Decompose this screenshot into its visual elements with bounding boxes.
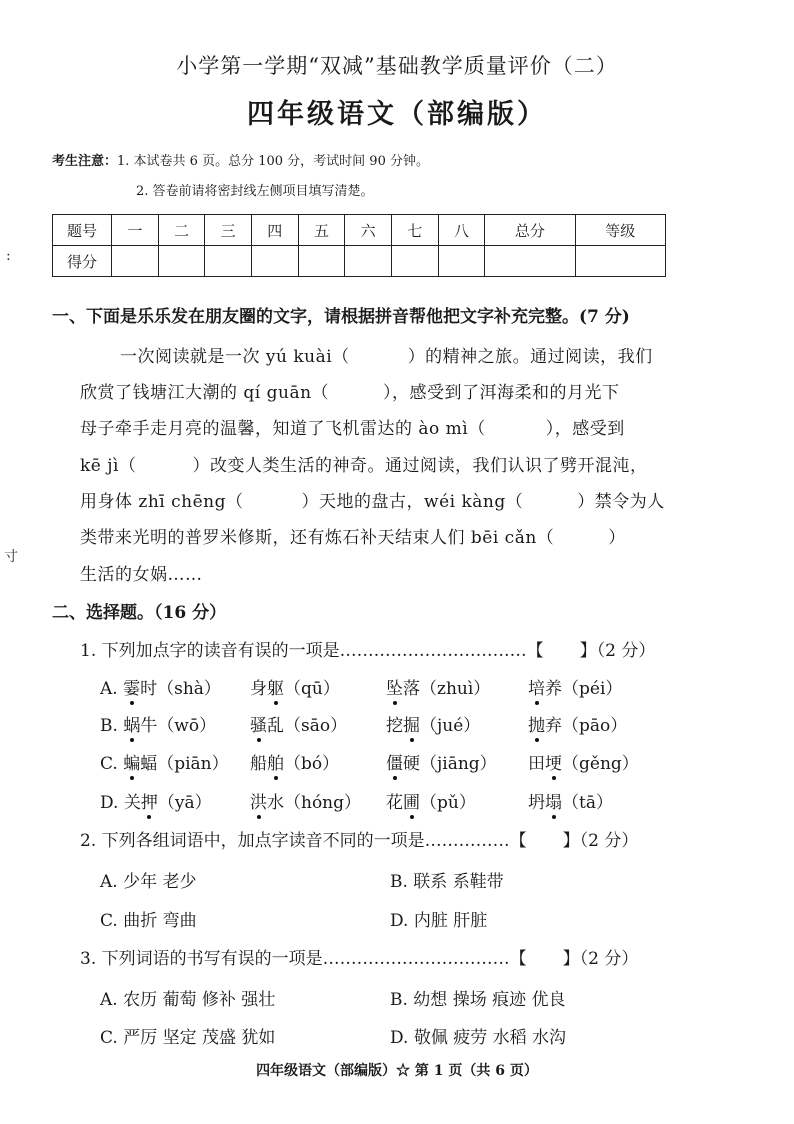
passage-line xyxy=(80,414,625,439)
score-header-cell: 四 xyxy=(251,215,298,246)
section2-heading: 二、选择题。（16 分） xyxy=(52,603,227,623)
option-char: 船 xyxy=(250,754,267,774)
q3-option-c: C. 严厉 坚定 茂盛 犹如 xyxy=(100,1028,276,1048)
score-input-cell[interactable] xyxy=(575,246,665,277)
option-char: 弃 xyxy=(545,716,562,736)
pinyin: （péi） xyxy=(562,679,623,699)
option-word xyxy=(386,788,476,813)
score-table-header-row xyxy=(53,215,666,246)
passage-line xyxy=(80,487,665,512)
score-table xyxy=(52,214,666,277)
pinyin: （bó） xyxy=(284,754,340,774)
pinyin: （wō） xyxy=(157,716,217,736)
score-input-cell[interactable] xyxy=(251,246,298,277)
score-input-cell[interactable] xyxy=(158,246,205,277)
q2-option-c: C. 曲折 弯曲 xyxy=(100,911,197,931)
q3-option-a: A. 农历 葡萄 修补 强壮 xyxy=(100,990,276,1010)
pinyin: （shà） xyxy=(157,679,221,699)
option-char: 乱 xyxy=(267,716,284,736)
option-char: 关 xyxy=(123,793,141,813)
pinyin: （pāo） xyxy=(562,716,628,736)
pinyin: （jué） xyxy=(420,716,481,736)
exam-subtitle: 四年级语文（部编版） xyxy=(247,99,547,130)
q2-option-d: D. 内脏 肝脏 xyxy=(390,911,488,931)
option-word xyxy=(250,788,361,813)
question-points: 】（2 分） xyxy=(562,949,639,969)
q2-option-b: B. 联系 系鞋带 xyxy=(390,872,504,892)
option-letter: D. xyxy=(100,793,124,813)
dotted-char: 坠 xyxy=(386,674,403,699)
option-word xyxy=(250,711,347,736)
option-word xyxy=(386,711,480,736)
option-char: 硬 xyxy=(403,754,420,774)
option-char: 花 xyxy=(386,793,403,813)
dotted-char: 僵 xyxy=(386,749,403,774)
option-letter: A. xyxy=(100,679,124,699)
score-header-cell: 六 xyxy=(345,215,392,246)
dotted-char: 塌 xyxy=(545,788,562,813)
passage-text: ）改变人类生活的神奇。通过阅读，我们认识了劈开混沌， xyxy=(192,456,648,476)
score-header-cell: 七 xyxy=(391,215,438,246)
score-input-cell[interactable] xyxy=(298,246,345,277)
score-input-cell[interactable] xyxy=(438,246,485,277)
option-word xyxy=(528,749,639,774)
passage-text: ）禁令为人 xyxy=(577,492,665,512)
question-points: 】（2 分） xyxy=(562,831,639,851)
dotted-char: 洪 xyxy=(250,788,267,813)
score-header-cell: 一 xyxy=(112,215,159,246)
option-char: 蝠 xyxy=(140,754,158,774)
q2-option-a: A. 少年 老少 xyxy=(100,872,197,892)
option-row-a xyxy=(100,674,221,699)
option-row-b xyxy=(100,711,216,736)
option-char: 坍 xyxy=(528,793,545,813)
passage-text: ），感受到了洱海柔和的月光下 xyxy=(383,383,620,403)
q3-option-d: D. 敬佩 疲劳 水稻 水沟 xyxy=(390,1028,567,1048)
pinyin: （tā） xyxy=(562,793,613,813)
option-word xyxy=(528,711,627,736)
question-text: 3. 下列词语的书写有误的一项是……………………………【 xyxy=(80,949,527,969)
question-2-stem xyxy=(80,826,638,851)
passage-text: ）天地的盘古，wéi kàng（ xyxy=(301,492,524,512)
passage-line: 生活的女娲…… xyxy=(80,565,203,585)
dotted-char: 蜗 xyxy=(123,711,140,736)
pinyin: （hóng） xyxy=(284,793,362,813)
option-char: 水 xyxy=(267,793,284,813)
option-char: 养 xyxy=(545,679,562,699)
score-row-label: 得分 xyxy=(53,246,112,277)
exam-title: 小学第一学期“双减”基础教学质量评价（二） xyxy=(176,54,618,78)
dotted-char: 抛 xyxy=(528,711,545,736)
q3-option-b: B. 幼想 操场 痕迹 优良 xyxy=(390,990,566,1010)
option-word xyxy=(528,788,613,813)
question-text: 2. 下列各组词语中，加点字读音不同的一项是……………【 xyxy=(80,831,527,851)
passage-text: ）的精神之旅。通过阅读，我们 xyxy=(407,347,653,367)
passage-line xyxy=(80,378,620,403)
option-word xyxy=(386,749,497,774)
option-char: 田 xyxy=(528,754,545,774)
passage-text: 类带来光明的普罗米修斯，还有炼石补天结束人们 bēi cǎn（ xyxy=(80,528,555,548)
notice-line-2: 2. 答卷前请将密封线左侧项目填写清楚。 xyxy=(136,184,374,199)
binding-margin-mark: 寸 xyxy=(4,549,18,565)
score-header-cell: 八 xyxy=(438,215,485,246)
score-table-score-row xyxy=(53,246,666,277)
option-char: 落 xyxy=(403,679,420,699)
question-text: 1. 下列加点字的读音有误的一项是……………………………【 xyxy=(80,641,544,661)
option-row-d xyxy=(100,788,212,813)
score-header-cell: 总分 xyxy=(485,215,575,246)
score-header-cell: 题号 xyxy=(53,215,112,246)
pinyin: （yā） xyxy=(157,793,212,813)
option-word xyxy=(528,674,622,699)
score-input-cell[interactable] xyxy=(485,246,575,277)
option-letter: B. xyxy=(100,716,124,736)
score-header-cell: 等级 xyxy=(575,215,665,246)
passage-line xyxy=(80,523,626,548)
score-header-cell: 五 xyxy=(298,215,345,246)
notice-line-1 xyxy=(52,150,429,169)
score-input-cell[interactable] xyxy=(391,246,438,277)
binding-margin-mark: : xyxy=(6,248,11,264)
option-char: 牛 xyxy=(140,716,158,736)
pinyin: （qū） xyxy=(284,679,340,699)
option-char: 时 xyxy=(140,679,158,699)
passage-text: 母子牵手走月亮的温馨，知道了飞机雷达的 ào mì（ xyxy=(80,419,486,439)
option-char: 挖 xyxy=(386,716,403,736)
pinyin: （zhuì） xyxy=(420,679,491,699)
option-word xyxy=(250,749,339,774)
passage-text: kē jì（ xyxy=(80,456,137,476)
notice-text: 1. 本试卷共 6 页。总分 100 分，考试时间 90 分钟。 xyxy=(117,154,429,169)
dotted-char: 押 xyxy=(141,788,158,813)
section1-heading: 一、下面是乐乐发在朋友圈的文字，请根据拼音帮他把文字补充完整。(7 分) xyxy=(52,307,630,327)
dotted-char: 骚 xyxy=(250,711,267,736)
pinyin: （pǔ） xyxy=(420,793,476,813)
dotted-char: 埂 xyxy=(545,749,562,774)
question-1-stem xyxy=(80,636,655,661)
passage-text: ），感受到 xyxy=(545,419,625,439)
option-letter: C. xyxy=(100,754,124,774)
option-char: 身 xyxy=(250,679,267,699)
option-row-c xyxy=(100,749,229,774)
passage-text: 一次阅读就是一次 yú kuài（ xyxy=(120,347,350,367)
passage-text: ） xyxy=(608,528,626,548)
dotted-char: 培 xyxy=(528,674,545,699)
dotted-char: 躯 xyxy=(267,674,284,699)
dotted-char: 舶 xyxy=(267,749,284,774)
score-header-cell: 二 xyxy=(158,215,205,246)
score-header-cell: 三 xyxy=(205,215,252,246)
page-footer: 四年级语文（部编版）☆ 第 1 页（共 6 页） xyxy=(256,1063,538,1079)
notice-label: 考生注意： xyxy=(52,154,118,169)
pinyin: （gěng） xyxy=(562,754,639,774)
option-word xyxy=(386,674,490,699)
score-input-cell[interactable] xyxy=(112,246,159,277)
dotted-char: 圃 xyxy=(403,788,420,813)
option-word xyxy=(250,674,340,699)
passage-line xyxy=(120,342,653,367)
score-input-cell[interactable] xyxy=(345,246,392,277)
passage-line xyxy=(80,451,647,476)
pinyin: （jiāng） xyxy=(420,754,497,774)
passage-text: 用身体 zhī chēng（ xyxy=(80,492,244,512)
score-input-cell[interactable] xyxy=(205,246,252,277)
question-3-stem xyxy=(80,944,638,969)
pinyin: （piān） xyxy=(157,754,229,774)
passage-text: 欣赏了钱塘江大潮的 qí guān（ xyxy=(80,383,330,403)
dotted-char: 蝙 xyxy=(123,749,140,774)
dotted-char: 掘 xyxy=(403,711,420,736)
question-points: 】（2 分） xyxy=(579,641,656,661)
dotted-char: 霎 xyxy=(123,674,140,699)
pinyin: （sāo） xyxy=(284,716,348,736)
